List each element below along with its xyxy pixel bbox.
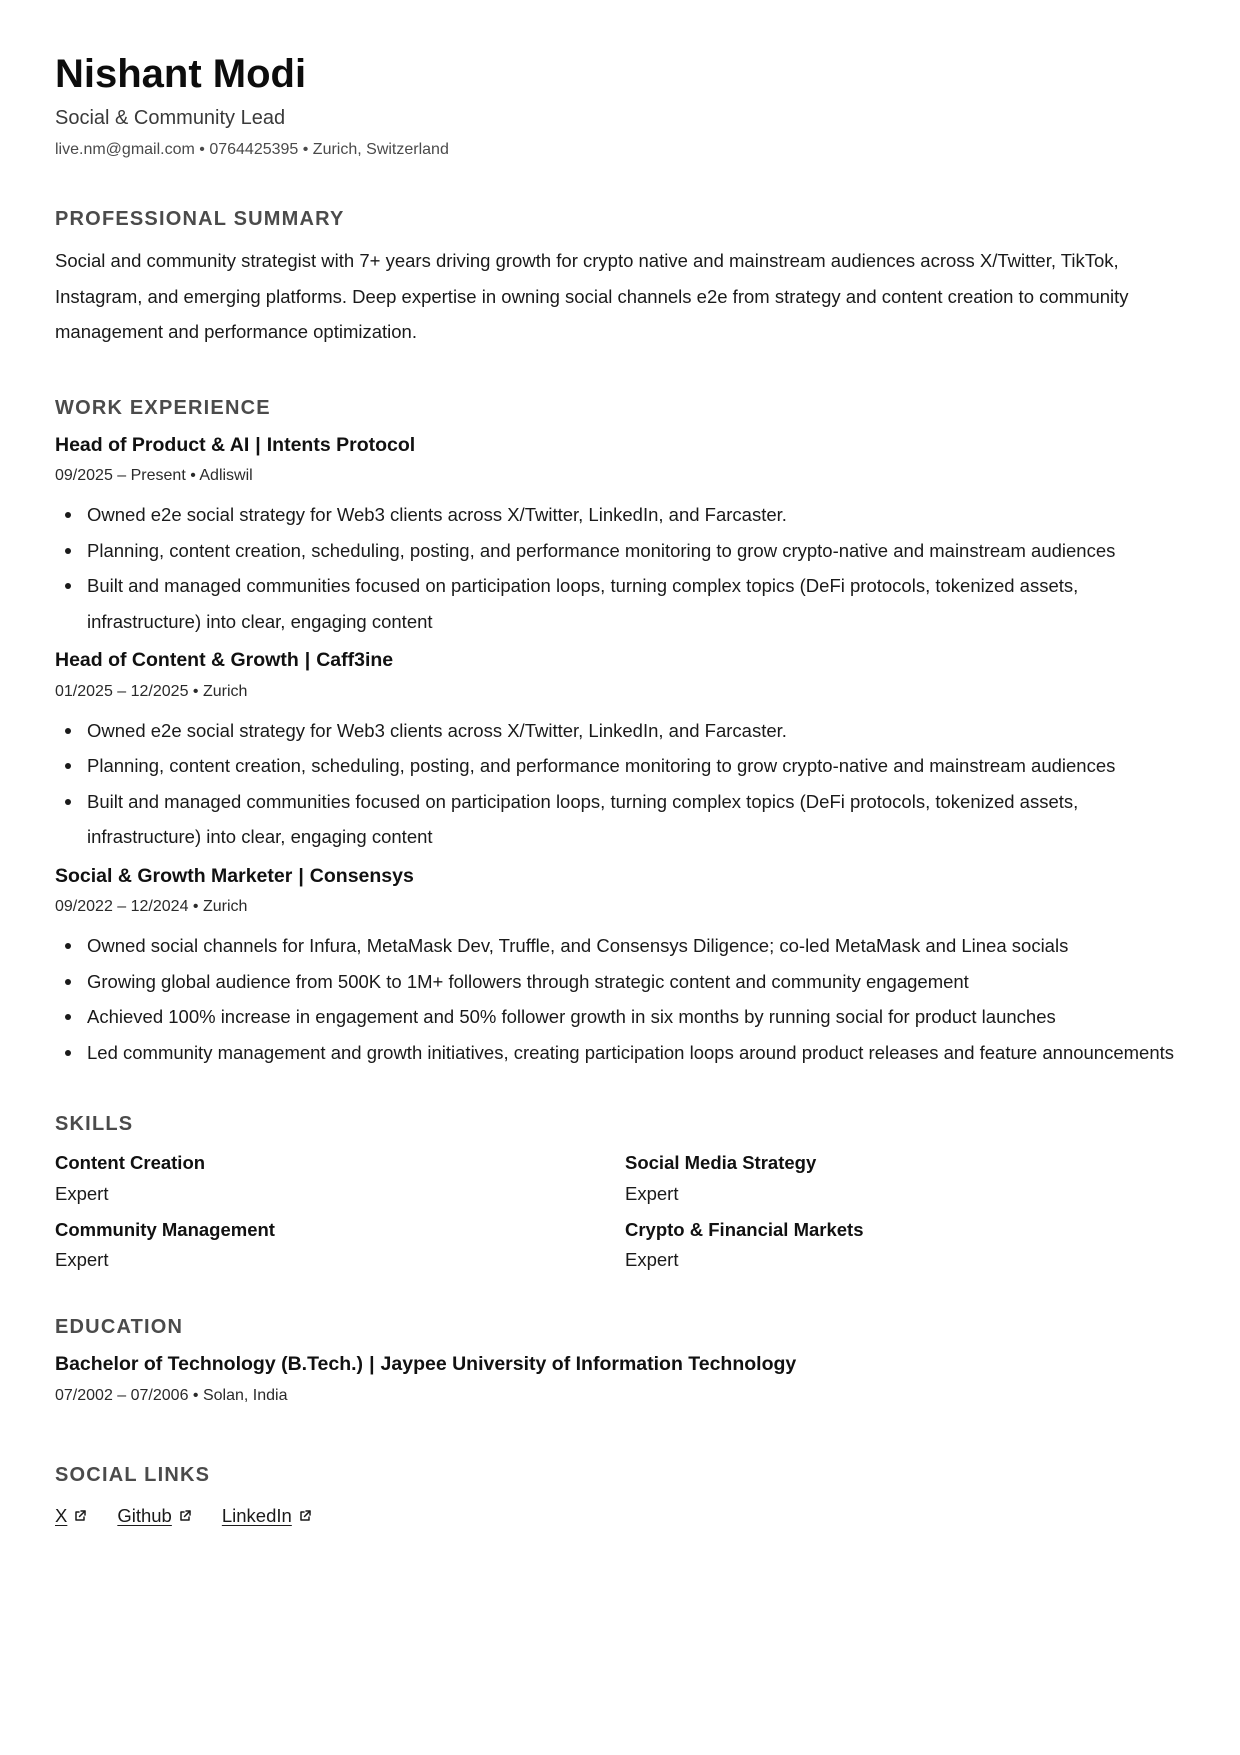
bullet-item: Built and managed communities focused on participation loops, turning complex topics (DeFi protocols, tokenized assets, infrastructure) into clear, engaging content — [55, 568, 1185, 639]
bullet-item: Built and managed communities focused on participation loops, turning complex topics (DeFi protocols, tokenized assets, infrastructure) into clear, engaging content — [55, 784, 1185, 855]
job-company: Intents Protocol — [266, 433, 416, 456]
education-section — [55, 1315, 1185, 1405]
link-label: LinkedIn — [221, 1504, 292, 1526]
skills-section — [55, 1112, 1185, 1271]
skill-level: Expert — [55, 1248, 109, 1270]
social-link-linkedin[interactable] — [222, 1505, 312, 1527]
job-bullets — [55, 497, 1185, 639]
skill-name: Social Media Strategy — [625, 1152, 817, 1174]
skills-heading: SKILLS — [55, 1113, 134, 1136]
social-links — [55, 1505, 1185, 1527]
bullet-item: Owned e2e social strategy for Web3 clients across X/Twitter, LinkedIn, and Farcaster. — [55, 497, 1185, 533]
bullet-item: Planning, content creation, scheduling, posting, and performance monitoring to grow crypto-native and mainstream audiences — [55, 533, 1185, 569]
job-bullets — [55, 928, 1185, 1070]
skill-name: Community Management — [55, 1218, 275, 1240]
social-link-github[interactable] — [117, 1505, 192, 1527]
skill-item — [55, 1219, 625, 1271]
job-role: Social & Growth Marketer — [55, 864, 293, 887]
job-title — [55, 434, 1185, 457]
title-separator: | — [298, 864, 304, 887]
skill-name: Content Creation — [55, 1152, 206, 1174]
skill-item — [625, 1152, 1185, 1204]
job-entry — [55, 865, 1185, 1071]
title-separator: | — [369, 1353, 375, 1376]
job-title — [55, 865, 1185, 888]
experience-section — [55, 396, 1185, 1071]
bullet-item: Owned e2e social strategy for Web3 clients across X/Twitter, LinkedIn, and Farcaster. — [55, 713, 1185, 749]
skills-grid — [55, 1152, 1185, 1271]
resume-header — [55, 52, 1185, 159]
social-heading: SOCIAL LINKS — [55, 1463, 211, 1486]
job-company: Caff3ine — [316, 649, 394, 672]
summary-text: Social and community strategist with 7+ years driving growth for crypto native and mainstream audiences across X/Twitter, TikTok, Instagram, and emerging platforms. Deep expertise in owning social channels e2e from strategy and content creation to community management and performance optimization. — [55, 250, 1129, 343]
link-label: X — [55, 1504, 68, 1526]
job-company: Consensys — [309, 864, 414, 887]
job-meta: 09/2022 – 12/2024 • Zurich — [55, 898, 248, 916]
bullet-item: Owned social channels for Infura, MetaMask Dev, Truffle, and Consensys Diligence; co-led MetaMask and Linea socials — [55, 928, 1185, 964]
experience-heading: WORK EXPERIENCE — [55, 396, 271, 419]
social-link-x[interactable] — [55, 1505, 87, 1527]
school-name: Jaypee University of Information Technology — [380, 1353, 797, 1376]
bullet-item: Achieved 100% increase in engagement and 50% follower growth in six months by running social for product launches — [55, 999, 1185, 1035]
candidate-role: Social & Community Lead — [55, 107, 286, 129]
skill-level: Expert — [55, 1182, 109, 1204]
external-link-icon — [178, 1509, 192, 1523]
skill-name: Crypto & Financial Markets — [625, 1218, 864, 1240]
education-heading: EDUCATION — [55, 1316, 184, 1339]
external-link-icon — [298, 1509, 312, 1523]
external-link-icon — [73, 1509, 87, 1523]
summary-section — [55, 207, 1185, 350]
job-title — [55, 649, 1185, 672]
job-entry — [55, 649, 1185, 855]
degree-name: Bachelor of Technology (B.Tech.) — [55, 1353, 364, 1376]
education-title — [55, 1353, 1185, 1376]
candidate-name: Nishant Modi — [55, 52, 307, 96]
education-meta: 07/2002 – 07/2006 • Solan, India — [55, 1386, 288, 1404]
job-bullets — [55, 713, 1185, 855]
title-separator: | — [255, 433, 261, 456]
link-label: Github — [117, 1504, 172, 1526]
title-separator: | — [304, 649, 311, 672]
job-meta: 09/2025 – Present • Adliswil — [55, 467, 253, 485]
bullet-item: Planning, content creation, scheduling, posting, and performance monitoring to grow crypto-native and mainstream audiences — [55, 748, 1185, 784]
skill-level: Expert — [625, 1248, 679, 1270]
skill-item — [625, 1219, 1185, 1271]
job-meta: 01/2025 – 12/2025 • Zurich — [55, 682, 248, 700]
job-role: Head of Content & Growth — [55, 649, 299, 672]
skill-item — [55, 1152, 625, 1204]
job-entry — [55, 434, 1185, 640]
bullet-item: Growing global audience from 500K to 1M+ followers through strategic content and community engagement — [55, 964, 1185, 1000]
contact-line: live.nm@gmail.com • 0764425395 • Zurich, Switzerland — [55, 141, 449, 158]
summary-heading: PROFESSIONAL SUMMARY — [55, 208, 345, 231]
skill-level: Expert — [625, 1182, 679, 1204]
job-role: Head of Product & AI — [55, 433, 250, 456]
social-section — [55, 1463, 1185, 1527]
bullet-item: Led community management and growth initiatives, creating participation loops around product releases and feature announcements — [55, 1035, 1185, 1071]
resume-page — [55, 52, 1185, 1527]
